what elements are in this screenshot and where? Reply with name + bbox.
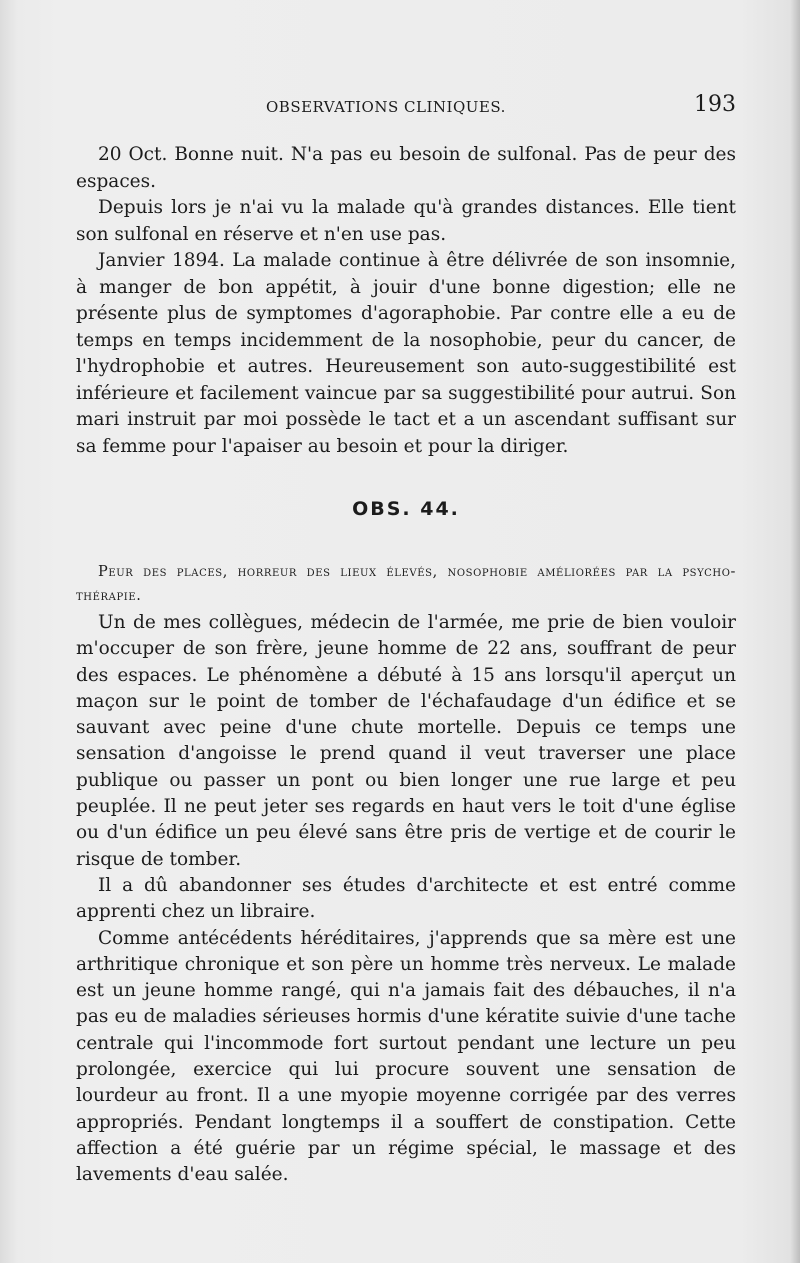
observation-subtitle: Peur des places, horreur des lieux élevés, nosophobie améliorées par la psycho-thérapie. <box>76 564 736 604</box>
running-title: OBSERVATIONS CLINIQUES. <box>266 98 506 116</box>
paragraph: Il a dû abandonner ses études d'architecte et est entré comme apprenti chez un libraire. <box>76 874 736 923</box>
page-header <box>76 92 736 124</box>
page-number: 193 <box>694 92 736 117</box>
body-text-bottom <box>76 610 736 1189</box>
paragraph: Janvier 1894. La malade continue à être délivrée de son insomnie, à manger de bon appétit, à jouir d'une bonne digestion; elle ne présente plus de symptomes d'agoraphobie. Par contre elle a eu de temps en temps incidemment de la nosophobie, peur du cancer, de l'hydrophobie et autres. Heureusement son auto-suggestibilité est inférieure et facilement vaincue par sa suggestibilité pour autrui. Son mari instruit par moi possède le tact et a un ascendant suffisant sur sa femme pour l'apaiser au besoin et pour la diriger. <box>76 250 736 457</box>
paragraph: Comme antécédents héréditaires, j'apprends que sa mère est une arthritique chronique et son père un homme très nerveux. Le malade est un jeune homme rangé, qui n'a jamais fait des débauches, il n'a pas eu de maladies sérieuses hormis d'une kératite suivie d'une tache centrale qui l'incommode fort surtout pendant une lecture un peu prolongée, exercice qui lui procure souvent une sensation de lourdeur au front. Il a une myopie moyenne corrigée par des verres appropriés. Pendant longtemps il a souffert de constipation. Cette affection a été guérie par un régime spécial, le massage et des lavements d'eau salée. <box>76 927 736 1186</box>
paragraph: Un de mes collègues, médecin de l'armée, me prie de bien vouloir m'occuper de son frère, jeune homme de 22 ans, souffrant de peur des espaces. Le phénomène a débuté à 15 ans lorsqu'il aperçut un maçon sur le point de tomber de l'échafaudage d'un édifice et se sauvant avec peine d'une chute mortelle. Depuis ce temps une sensation d'angoisse le prend quand il veut traverser une place publique ou passer un pont ou bien longer une rue large et peu peuplée. Il ne peut jeter ses regards en haut vers le toit d'une église ou d'un édifice un peu élevé sans être pris de vertige et de courir le risque de tomber. <box>76 612 736 870</box>
paragraph: Depuis lors je n'ai vu la malade qu'à grandes distances. Elle tient son sulfonal en réserve et n'en use pas. <box>76 197 736 245</box>
body-text-top <box>76 142 736 460</box>
observation-title: OBS. 44. <box>352 498 460 520</box>
paragraph: 20 Oct. Bonne nuit. N'a pas eu besoin de sulfonal. Pas de peur des espaces. <box>76 144 736 192</box>
